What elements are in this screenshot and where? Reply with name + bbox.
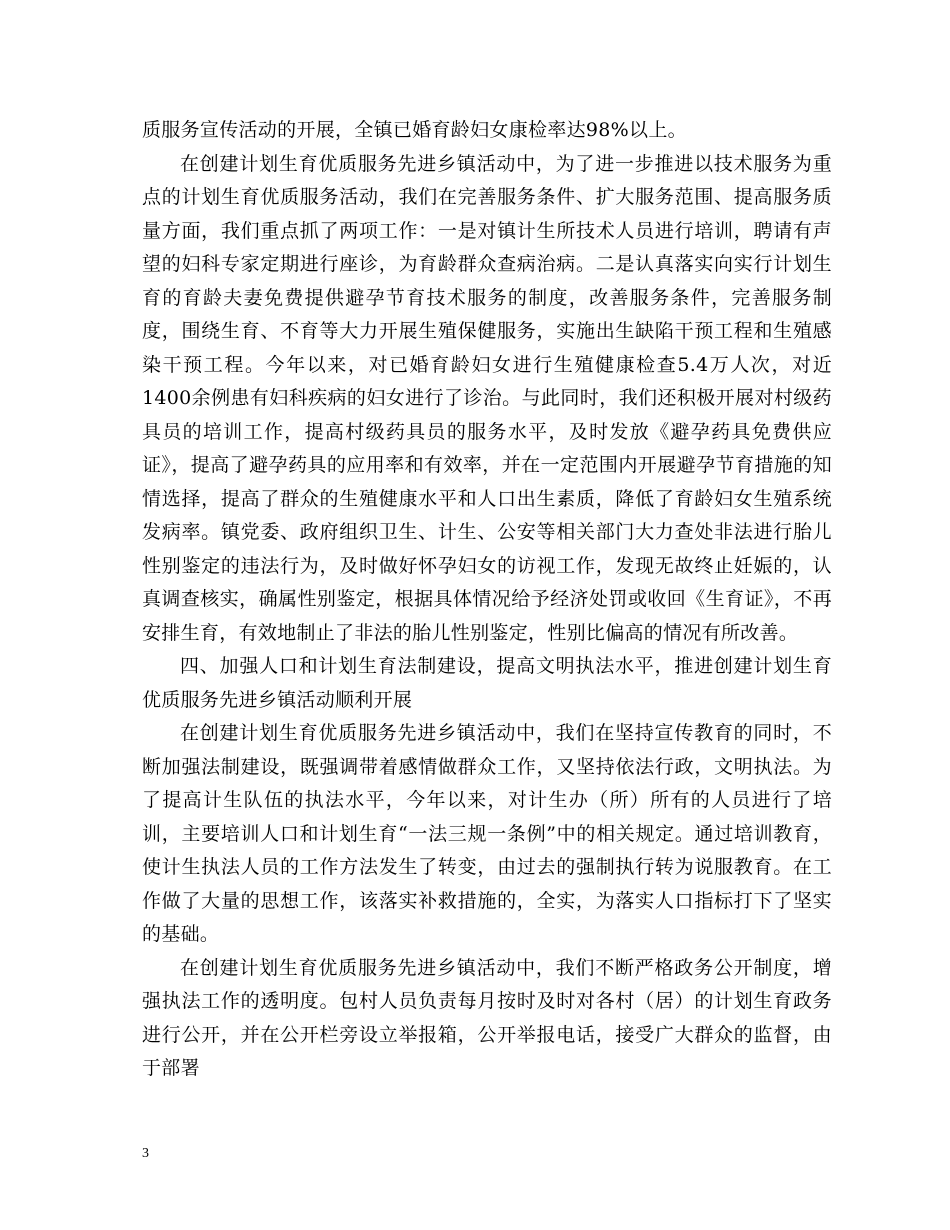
paragraph-legal-construction: 在创建计划生育优质服务先进乡镇活动中，我们在坚持宣传教育的同时，不断加强法制建设，既强调带着感情做群众工作，又坚持依法行政，文明执法。为了提高计生队伍的执法水平，今年以来，对计生办（所）所有的人员进行了培训，主要培训人口和计划生育“一法三规一条例”中的相关规定。通过培训教育，使计生执法人员的工作方法发生了转变，由过去的强制执行转为说服教育。在工作做了大量的思想工作，该落实补救措施的，全实，为落实人口指标打下了坚实的基础。 bbox=[142, 722, 832, 945]
paragraph-technical-service: 在创建计划生育优质服务先进乡镇活动中，为了进一步推进以技术服务为重点的计划生育优质服务活动，我们在完善服务条件、扩大服务范围、提高服务质量方面，我们重点抓了两项工作：一是对镇计生所技术人员进行培训，聘请有声望的妇科专家定期进行座诊，为育龄群众查病治病。二是认真落实向实行计划生育的育龄夫妻免费提供避孕节育技术服务的制度，改善服务条件，完善服务制度，围绕生育、不育等大力开展生殖保健服务，实施出生缺陷干预工程和生殖感染干预工程。今年以来，对已婚育龄妇女进行生殖健康检查5.4万人次，对近1400余例患有妇科疾病的妇女进行了诊治。与此同时，我们还积极开展对村级药具员的培训工作，提高村级药具员的服务水平，及时发放《避孕药具免费供应证》，提高了避孕药具的应用率和有效率，并在一定范围内开展避孕节育措施的知情选择，提高了群众的生殖健康水平和人口出生素质，降低了育龄妇女生殖系统发病率。镇党委、政府组织卫生、计生、公安等相关部门大力查处非法进行胎儿性别鉴定的违法行为，及时做好怀孕妇女的访视工作，发现无故终止妊娠的，认真调查核实，确属性别鉴定，根据具体情况给予经济处罚或收回《生育证》，不再安排生育，有效地制止了非法的胎儿性别鉴定，性别比偏高的情况有所改善。 bbox=[142, 152, 832, 644]
section-heading-four: 四、加强人口和计划生育法制建设，提高文明执法水平，推进创建计划生育优质服务先进乡镇活动顺利开展 bbox=[142, 655, 832, 711]
paragraph-continuation: 质服务宣传活动的开展，全镇已婚育龄妇女康检率达98%以上。 bbox=[142, 119, 687, 141]
paragraph-government-affairs: 在创建计划生育优质服务先进乡镇活动中，我们不断严格政务公开制度，增强执法工作的透明度。包村人员负责每月按时及时对各村（居）的计划生育政务进行公开，并在公开栏旁设立举报箱，公开举报电话，接受广大群众的监督，由于部署 bbox=[142, 956, 832, 1079]
body-text bbox=[142, 114, 832, 1086]
page-number: 3 bbox=[142, 1146, 149, 1161]
